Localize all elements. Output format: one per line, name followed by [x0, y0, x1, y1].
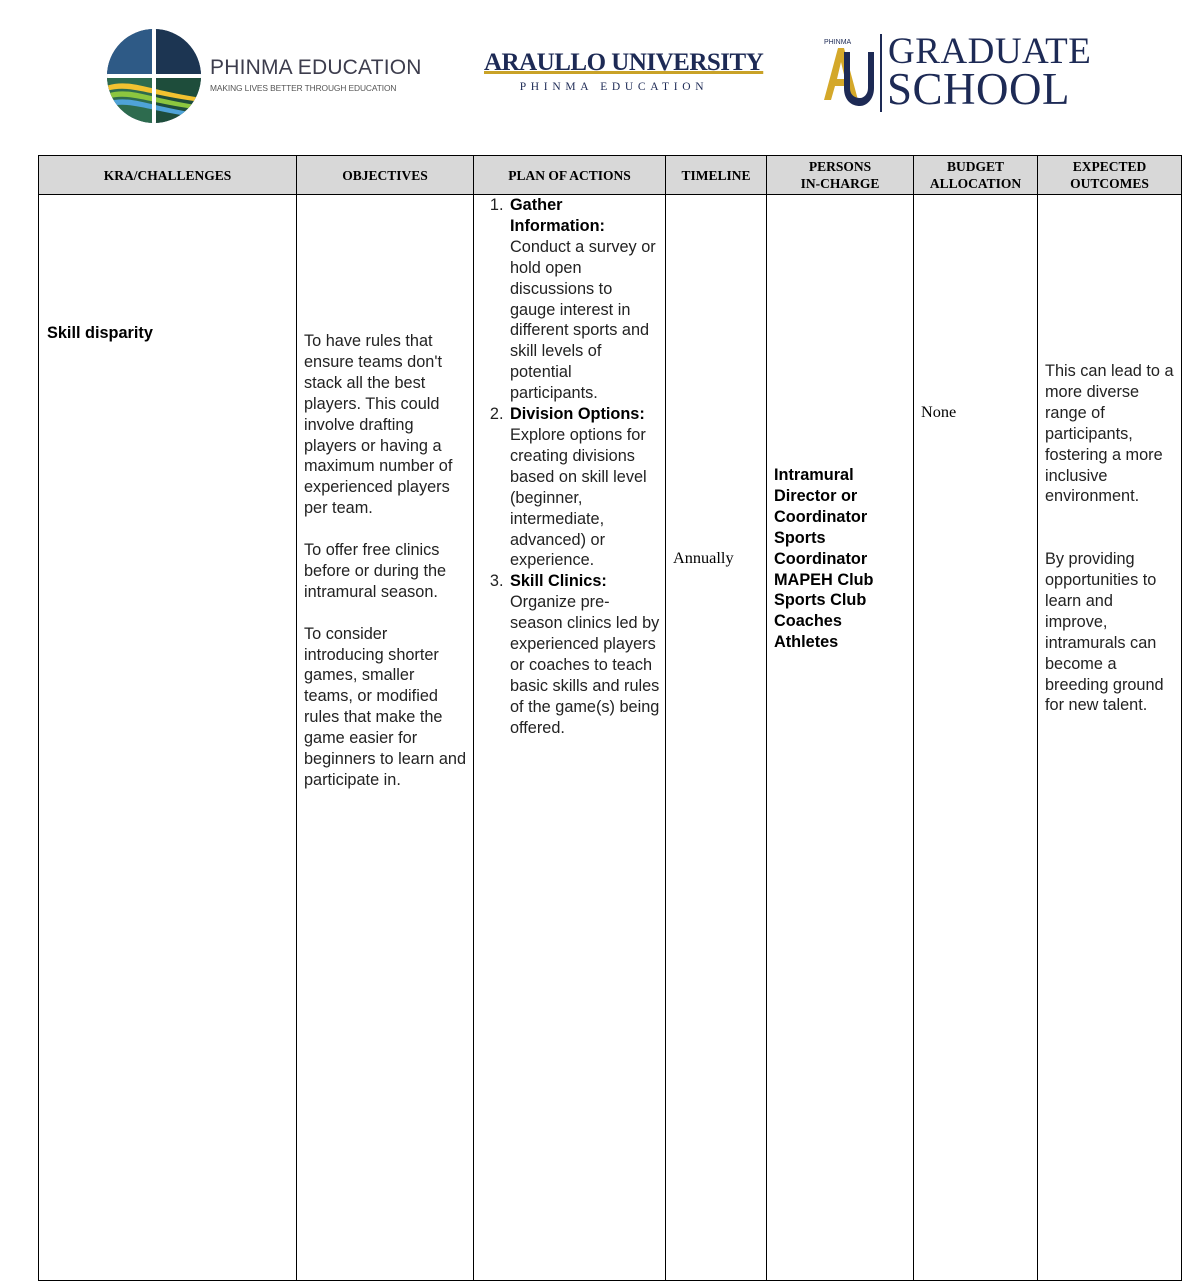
objective-item: To offer free clinics before or during the intramural season.: [304, 541, 447, 601]
header-budget-line1: BUDGET: [946, 159, 1004, 174]
person-line: Director or: [774, 486, 858, 505]
araullo-logo-sub: PHINMA EDUCATION: [519, 81, 709, 93]
cell-plan-of-actions: [474, 195, 666, 1281]
person-line: MAPEH Club: [774, 570, 874, 589]
header-expected-outcomes: [1038, 156, 1182, 195]
outcome-item: By providing opportunities to learn and improve, intramurals can become a breeding ground for new talent.: [1045, 550, 1164, 715]
cell-timeline: Annually: [666, 195, 767, 1281]
person-line: Coordinator: [774, 549, 868, 568]
phinma-education-logo: [106, 28, 422, 124]
grad-logo-line1: GRADUATE: [888, 31, 1092, 72]
person-line: Sports: [774, 528, 826, 547]
header-persons-line1: PERSONS: [808, 159, 872, 174]
cell-kra: Skill disparity: [39, 195, 297, 1281]
phinma-logo-tagline: MAKING LIVES BETTER THROUGH EDUCATION: [210, 83, 397, 93]
grad-logo-divider: [880, 34, 882, 112]
objective-item: To consider introducing shorter games, smaller teams, or modified rules that make the game easier for beginners to learn and participate in.: [304, 624, 467, 789]
header-persons-line2: IN-CHARGE: [800, 176, 880, 191]
header-budget-line2: ALLOCATION: [929, 176, 1022, 191]
plan-item: [508, 571, 661, 738]
cell-persons-in-charge: [767, 195, 914, 1281]
header-objectives: OBJECTIVES: [297, 156, 474, 195]
plan-item-text: Explore options for creating divisions based on skill level (beginner, intermediate, advanced) or experience.: [510, 425, 647, 570]
plan-item-title: Gather Information:: [510, 196, 605, 235]
table-header-row: [39, 156, 1182, 195]
phinma-logo-name: PHINMA EDUCATION: [210, 56, 422, 79]
plan-item-title: Skill Clinics:: [510, 572, 607, 591]
plan-item-text: Organize pre-season clinics led by experienced players or coaches to teach basic skills and rules of the game(s) being offered.: [510, 593, 660, 737]
person-line: Sports Club: [774, 591, 867, 610]
araullo-logo-name: ARAULLO UNIVERSITY: [484, 49, 764, 76]
plan-list: [478, 195, 661, 739]
cell-objectives: [297, 195, 474, 1281]
header-logos: [0, 0, 1200, 150]
graduate-school-logo: [820, 32, 1090, 114]
plan-item: [508, 404, 661, 571]
au-monogram-icon: [820, 38, 876, 108]
araullo-university-logo: [484, 49, 764, 100]
header-timeline: TIMELINE: [666, 156, 767, 195]
action-plan-table: [38, 155, 1182, 1281]
plan-item-text: Conduct a survey or hold open discussions to gauge interest in different sports and skill levels of potential participants.: [510, 237, 656, 403]
phinma-globe-icon: [106, 28, 202, 124]
header-plan-of-actions: PLAN OF ACTIONS: [474, 156, 666, 195]
person-line: Coaches: [774, 612, 842, 631]
header-budget-allocation: [914, 156, 1038, 195]
plan-item-title: Division Options:: [510, 405, 645, 424]
objective-item: To have rules that ensure teams don't stack all the best players. This could involve drafting players or having a maximum number of experienced players per team.: [304, 332, 453, 518]
header-outcomes-line2: OUTCOMES: [1070, 176, 1149, 191]
cell-expected-outcomes: [1038, 195, 1182, 1281]
header-persons-in-charge: [767, 156, 914, 195]
header-outcomes-line1: EXPECTED: [1072, 159, 1147, 174]
table-row: [39, 195, 1182, 1281]
grad-logo-small-text: PHINMA: [824, 39, 852, 46]
cell-budget-allocation: None: [914, 195, 1038, 1281]
person-line: Coordinator: [774, 507, 868, 526]
plan-item: [508, 195, 661, 404]
grad-logo-line2: SCHOOL: [887, 64, 1071, 114]
header-kra: KRA/CHALLENGES: [39, 156, 297, 195]
person-line: Athletes: [774, 633, 839, 652]
person-line: Intramural: [774, 466, 854, 484]
outcome-item: This can lead to a more diverse range of participants, fostering a more inclusive environment.: [1045, 362, 1174, 506]
